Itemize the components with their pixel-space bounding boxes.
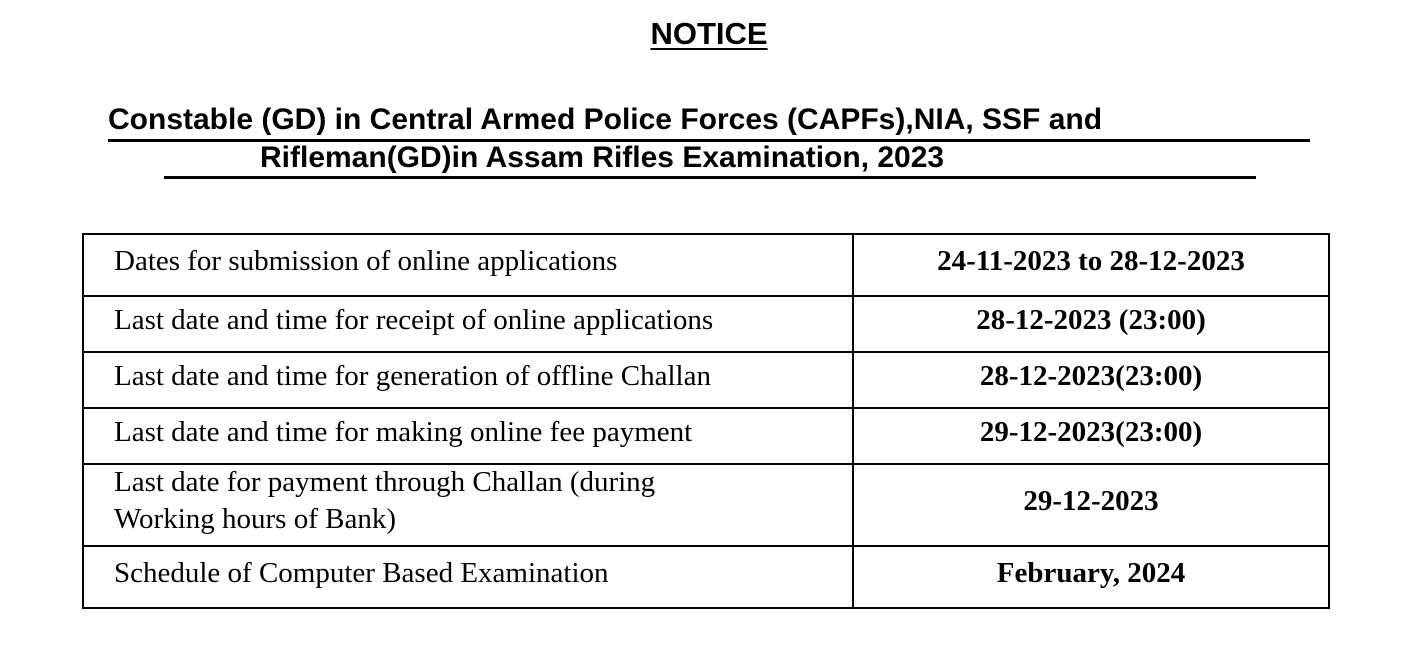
table-row — [83, 296, 1329, 352]
table-row — [83, 464, 1329, 546]
row-label: Schedule of Computer Based Examination — [83, 546, 853, 608]
row-label: Last date and time for making online fee payment — [83, 408, 853, 464]
row-value: 28-12-2023 (23:00) — [853, 296, 1329, 352]
table-row — [83, 546, 1329, 608]
row-value: February, 2024 — [853, 546, 1329, 608]
row-label — [83, 464, 853, 546]
notice-title-text: NOTICE — [650, 16, 768, 51]
schedule-table — [82, 233, 1330, 609]
row-label-line-2: Working hours of Bank) — [114, 503, 396, 535]
exam-heading-line-1: Constable (GD) in Central Armed Police Forces (CAPFs),NIA, SSF and — [108, 102, 1310, 142]
table-row — [83, 234, 1329, 296]
table-row — [83, 408, 1329, 464]
row-label: Last date and time for generation of offline Challan — [83, 352, 853, 408]
notice-title — [0, 14, 1404, 54]
exam-heading-line-2: Rifleman(GD)in Assam Rifles Examination, 2023 — [164, 140, 1256, 179]
table-row — [83, 352, 1329, 408]
row-value: 29-12-2023 — [853, 464, 1329, 546]
row-value: 29-12-2023(23:00) — [853, 408, 1329, 464]
row-value: 28-12-2023(23:00) — [853, 352, 1329, 408]
row-label-line-1: Last date for payment through Challan (during — [114, 466, 656, 498]
row-label: Last date and time for receipt of online applications — [83, 296, 853, 352]
row-label: Dates for submission of online applications — [83, 234, 853, 296]
row-value: 24-11-2023 to 28-12-2023 — [853, 234, 1329, 296]
